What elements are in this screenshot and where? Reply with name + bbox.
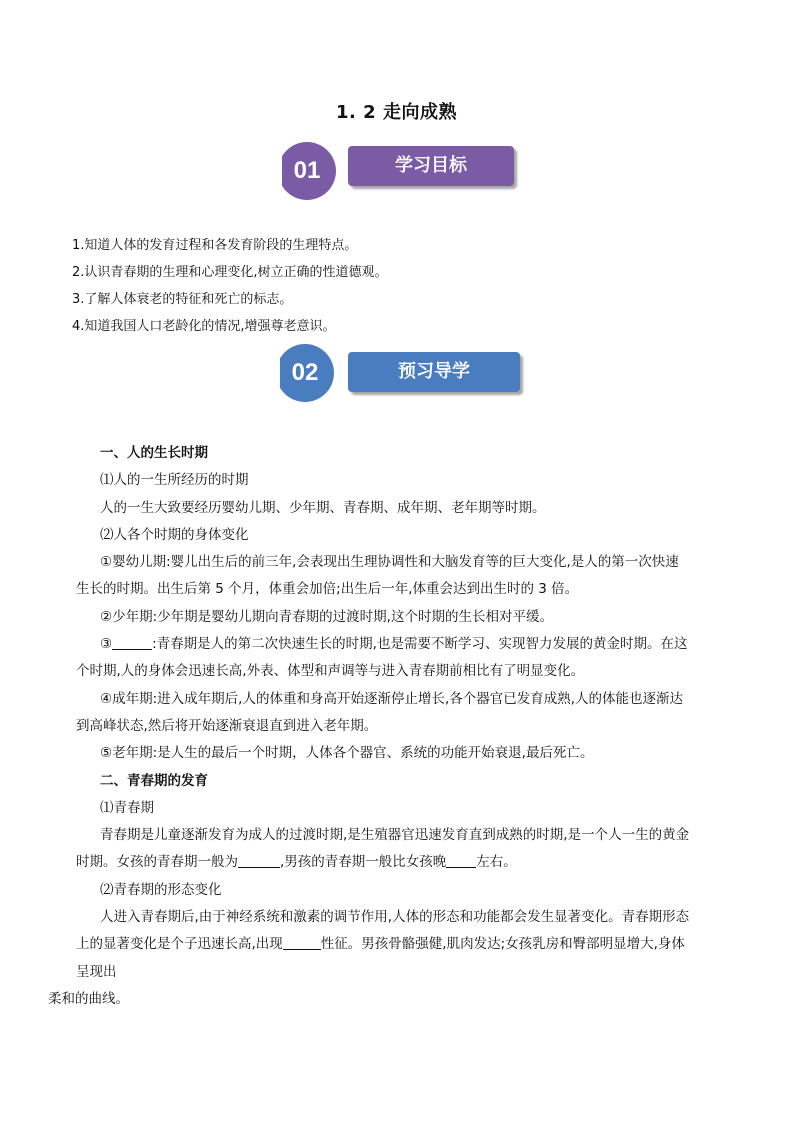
- goal-item: 3.了解人体衰老的特征和死亡的标志。: [72, 292, 293, 307]
- banner-circle-cut: [254, 138, 282, 198]
- fill-blank[interactable]: [446, 853, 476, 868]
- section-heading: 二、青春期的发育: [100, 772, 208, 789]
- paragraph-text: 时期。女孩的青春期一般为: [76, 854, 238, 871]
- paragraph-text: 性征。男孩骨骼强健,肌肉发达;女孩乳房和臀部明显增大,身体: [320, 936, 685, 953]
- goal-item: 2.认识青春期的生理和心理变化,树立正确的性道德观。: [72, 265, 388, 280]
- section-heading: 一、人的生长时期: [100, 445, 208, 461]
- paragraph: ①婴幼儿期:婴儿出生后的前三年,会表现出生理协调性和大脑发育等的巨大变化,是人的第一次快速: [100, 554, 679, 571]
- banner-label: 预习导学: [348, 352, 520, 392]
- paragraph: 人的一生大致要经历婴幼儿期、少年期、青春期、成年期、老年期等时期。: [100, 499, 546, 516]
- paragraph: 到高峰状态,然后将开始逐渐衰退直到进入老年期。: [76, 717, 378, 734]
- paragraph: ②少年期:少年期是婴幼儿期向青春期的过渡时期,这个时期的生长相对平缓。: [100, 608, 553, 625]
- paragraph: ⑤老年期:是人生的最后一个时期，人体各个器官、系统的功能开始衰退,最后死亡。: [100, 745, 594, 762]
- fill-blank[interactable]: [238, 853, 280, 868]
- banner-number: 01: [278, 142, 336, 200]
- paragraph: 青春期是儿童逐渐发育为成人的过渡时期,是生殖器官迅速发育直到成熟的时期,是一个人一生的黄金: [100, 827, 690, 844]
- goal-item: 4.知道我国人口老龄化的情况,增强尊老意识。: [72, 319, 336, 334]
- banner-circle-cut: [252, 340, 280, 400]
- paragraph: 生长的时期。出生后第 5 个月，体重会加倍;出生后一年,体重会达到出生时的 3 倍。: [76, 581, 579, 598]
- sub-heading: ⑴人的一生所经历的时期: [100, 472, 249, 489]
- paragraph: 柔和的曲线。: [48, 990, 129, 1007]
- paragraph: 人进入青春期后,由于神经系统和激素的调节作用,人体的形态和功能都会发生显著变化。青春期形态: [100, 909, 690, 926]
- paragraph: [76, 631, 724, 658]
- section-banner-learning-goals: [274, 142, 524, 202]
- banner-label: 学习目标: [348, 146, 514, 186]
- item-number: ③: [100, 636, 113, 653]
- fill-blank[interactable]: [112, 635, 152, 650]
- paragraph-text: ,男孩的青春期一般比女孩晚: [280, 854, 447, 871]
- paragraph-text: 左右。: [476, 854, 517, 871]
- paragraph: 个时期,人的身体会迅速长高,外表、体型和声调等与进入青春期前相比有了明显变化。: [76, 663, 585, 680]
- sub-heading: ⑵青春期的形态变化: [100, 881, 222, 898]
- paragraph: [76, 849, 724, 876]
- preview-content: [48, 440, 724, 1013]
- paragraph-text: :青春期是人的第二次快速生长的时期,也是需要不断学习、实现智力发展的黄金时期。在这: [152, 636, 688, 653]
- paragraph: [76, 931, 724, 958]
- paragraph: 呈现出: [76, 963, 117, 980]
- paragraph: ④成年期:进入成年期后,人的体重和身高开始逐渐停止增长,各个器官已发育成熟,人的体能也逐渐达: [100, 690, 684, 707]
- learning-goals-list: [72, 232, 732, 340]
- goal-item: 1.知道人体的发育过程和各发育阶段的生理特点。: [72, 238, 358, 253]
- section-banner-preview-study: [270, 344, 530, 404]
- page-title: 1. 2 走向成熟: [336, 102, 457, 123]
- paragraph-text: 上的显著变化是个子迅速长高,出现: [76, 936, 283, 953]
- sub-heading: ⑵人各个时期的身体变化: [100, 526, 249, 543]
- fill-blank[interactable]: [283, 935, 321, 950]
- sub-heading: ⑴青春期: [100, 799, 154, 816]
- banner-number: 02: [276, 344, 334, 402]
